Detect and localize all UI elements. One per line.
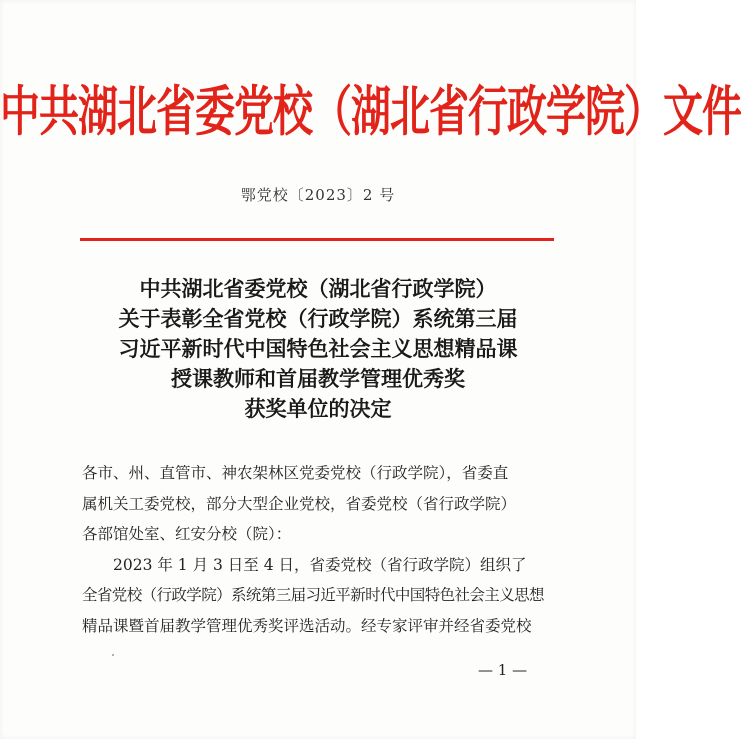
addressee-line: 各部馆处室、红安分校（院）： [82,525,292,543]
masthead-title: 中共湖北省委党校（湖北省行政学院）文件 [0,80,741,144]
title-line: 习近平新时代中国特色社会主义思想精品课 [118,337,518,361]
addressee-line: 各市、州、直管市、神农架林区党委党校（行政学院），省委直 [82,464,509,482]
title-line: 授课教师和首届教学管理优秀奖 [171,367,465,391]
paragraph-line: 全省党校（行政学院）系统第三届习近平新时代中国特色社会主义思想 [82,586,544,604]
scan-speck [112,654,114,656]
title-line: 中共湖北省委党校（湖北省行政学院） [139,277,497,301]
paragraph-line: 2023 年 1 月 3 日至 4 日，省委党校（省行政学院）组织了 [113,555,527,574]
title-line: 获奖单位的决定 [244,397,392,421]
red-divider-rule [80,238,554,241]
document-body [82,458,558,641]
document-number: 鄂党校〔2023〕2 号 [240,186,396,204]
title-line: 关于表彰全省党校（行政学院）系统第三届 [118,307,518,331]
page-number: — 1 — [478,661,528,679]
addressee-line: 属机关工委党校，部分大型企业党校，省委党校（省行政学院） [82,494,517,513]
paragraph-line: 精品课暨首届教学管理优秀奖评选活动。经专家评审并经省委党校 [82,616,532,635]
decision-title [40,274,596,424]
